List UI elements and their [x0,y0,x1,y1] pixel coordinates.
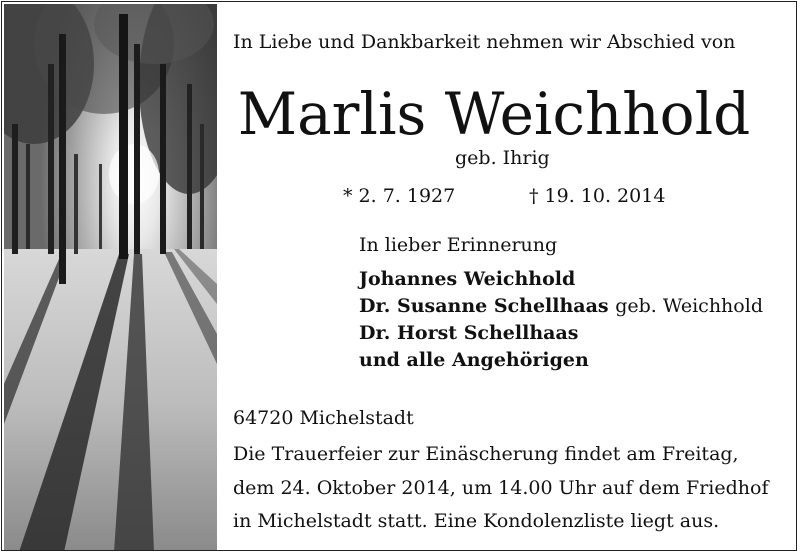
mourner-name: Johannes Weichhold [359,268,576,290]
mourner-name: Dr. Horst Schellhaas [359,322,579,344]
mourner-line [359,322,578,344]
service-line: in Michelstadt statt. Eine Kondolenzliste liegt aus. [233,510,720,532]
location: 64720 Michelstadt [233,407,414,429]
service-line: Die Trauerfeier zur Einäscherung findet am Freitag, [233,443,739,465]
death-date: † 19. 10. 2014 [529,185,666,207]
birth-date: * 2. 7. 1927 [343,185,456,207]
deceased-name: Marlis Weichhold [237,80,751,148]
park-trees-photo [4,4,217,551]
mourner-line [359,268,575,290]
mourner-line [359,349,589,371]
mourner-name: und alle Angehörigen [359,349,589,371]
remembrance-heading: In lieber Erinnerung [359,234,558,256]
mourner-suffix: geb. Weichhold [615,295,763,317]
maiden-name: geb. Ihrig [455,147,550,169]
obituary-card [1,1,797,551]
service-line: dem 24. Oktober 2014, um 14.00 Uhr auf dem Friedhof [233,477,769,499]
mourner-name: Dr. Susanne Schellhaas [359,295,609,317]
intro-line: In Liebe und Dankbarkeit nehmen wir Abschied von [233,31,736,53]
mourner-line [359,295,763,317]
